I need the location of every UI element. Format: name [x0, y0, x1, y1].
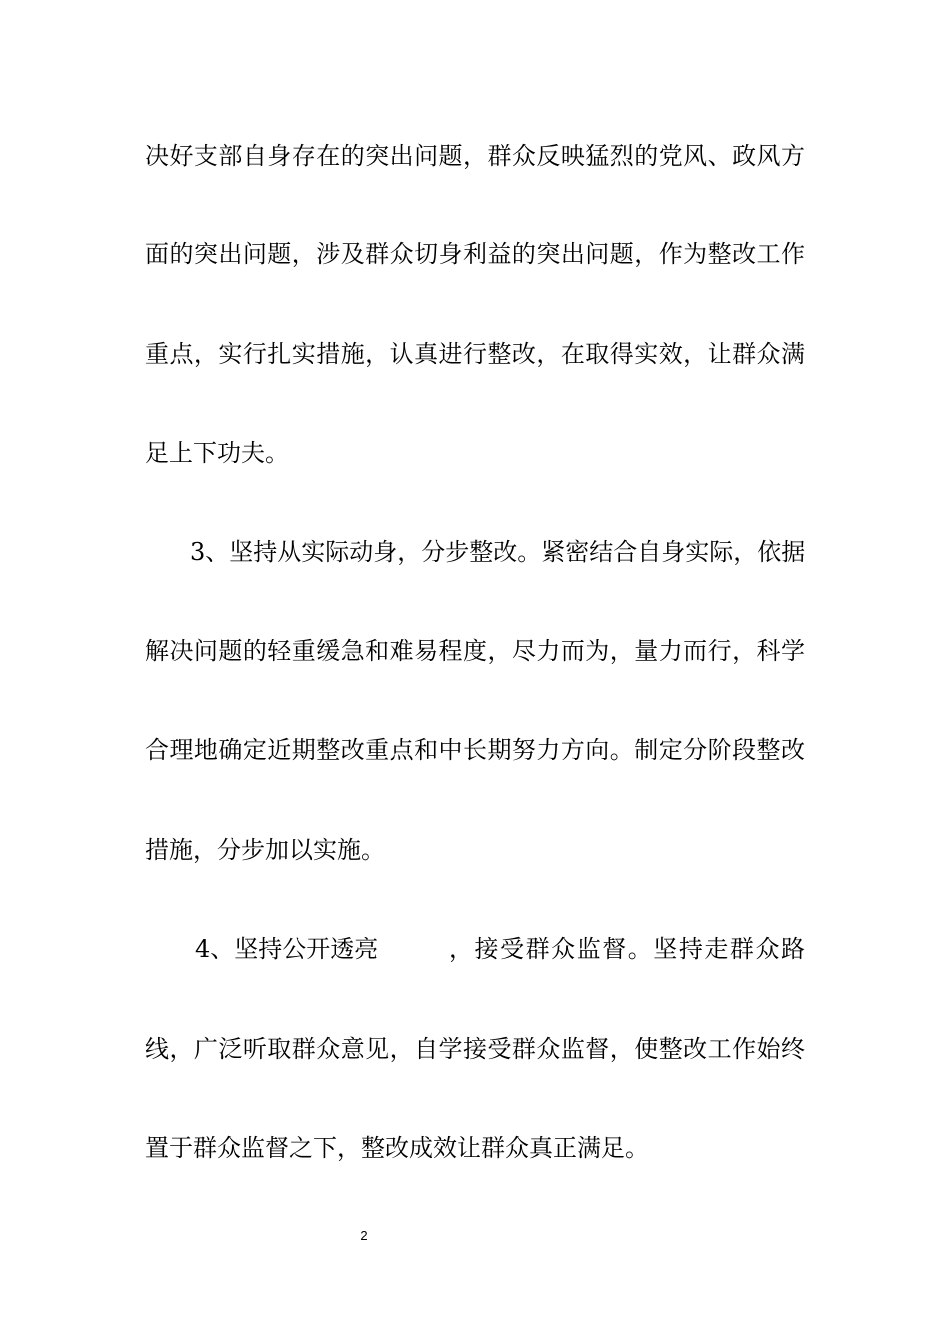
paragraph-3-line-2: 线，广泛听取群众意见，自学接受群众监督，使整改工作始终	[145, 1035, 805, 1063]
paragraph-2-line-2: 解决问题的轻重缓急和难易程度，尽力而为，量力而行，科学	[145, 637, 805, 665]
paragraph-2-line-4: 措施，分步加以实施。	[145, 836, 385, 864]
paragraph-3-line-1-part-2: ，接受群众监督。坚持走群众路	[449, 935, 805, 963]
paragraph-1-line-2: 面的突出问题，涉及群众切身利益的突出问题，作为整改工作	[145, 240, 805, 268]
paragraph-3-line-3: 置于群众监督之下，整改成效让群众真正满足。	[145, 1134, 649, 1162]
paragraph-1-line-1: 决好支部自身存在的突出问题，群众反映猛烈的党风、政风方	[145, 142, 805, 170]
paragraph-1-line-4: 足上下功夫。	[145, 439, 289, 467]
paragraph-2-line-3: 合理地确定近期整改重点和中长期努力方向。制定分阶段整改	[145, 736, 805, 764]
paragraph-3-line-1-part-1: 4、坚持公开透亮	[195, 935, 379, 963]
page-number: 2	[360, 1228, 368, 1243]
paragraph-1-line-3: 重点，实行扎实措施，认真进行整改，在取得实效，让群众满	[145, 340, 805, 368]
paragraph-2-line-1: 3、坚持从实际动身，分步整改。紧密结合自身实际，依据	[190, 538, 806, 566]
